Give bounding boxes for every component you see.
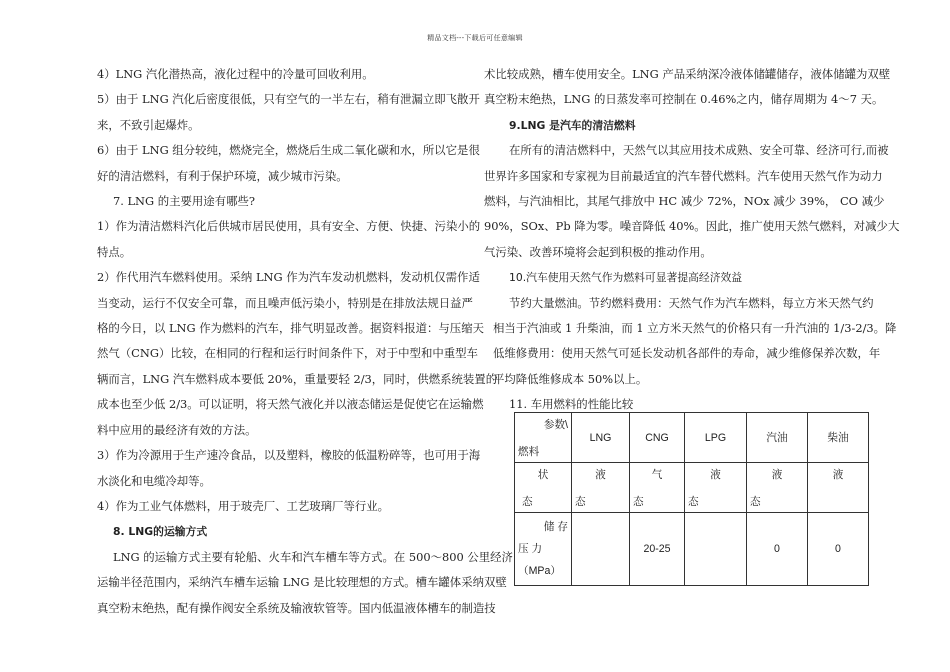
header-gasoline: 汽油 [747, 413, 808, 463]
state-label-top: 状 [537, 468, 549, 481]
state-char: 气 [651, 468, 663, 481]
text-line: 料中应用的最经济有效的方法。 [97, 422, 257, 437]
text-line: 术比较成熟，槽车使用安全。LNG 产品采纳深冷液体储罐储存，液体储罐为双壁 [484, 67, 891, 81]
fuel-comparison-table [514, 412, 869, 586]
text-line: 90%，SOx、Pb 降为零。噪音降低 40%。因此，推广使用天然气燃料，对减少大 [484, 219, 900, 234]
pressure-gasoline: 0 [747, 513, 808, 586]
state-label-bottom: 态 [522, 495, 533, 508]
pressure-diesel: 0 [808, 513, 869, 586]
text-line: 11. 车用燃料的性能比较 [509, 397, 634, 412]
text-line: 3）作为冷源用于生产速冷食品，以及塑料，橡胶的低温粉碎等，也可用于海 [97, 448, 481, 463]
state-char: 态 [633, 495, 644, 508]
text-line: 水淡化和电缆冷却等。 [97, 473, 211, 488]
text-line: 4）LNG 汽化潜热高，液化过程中的冷量可回收利用。 [97, 67, 374, 81]
corner-fuel-label: 燃料 [518, 445, 540, 458]
text-line: 7. LNG 的主要用途有哪些? [113, 194, 255, 209]
text-line: 气污染、改善环境将会起到积极的推动作用。 [484, 244, 712, 259]
text-line: 好的清洁燃料，有利于保护环境，减少城市污染。 [97, 168, 348, 183]
text-line: 真空粉末绝热，配有操作阀安全系统及输液软管等。国内低温液体槽车的制造技 [97, 600, 496, 615]
text-line: 平均降低维修成本 50%以上。 [493, 371, 648, 386]
text-line: 4）作为工业气体燃料，用于玻壳厂、工艺玻璃厂等行业。 [97, 498, 390, 513]
state-char: 态 [750, 495, 761, 508]
pressure-label-cell [515, 513, 572, 586]
text-line: 10.汽车使用天然气作为燃料可显著提高经济效益 [509, 271, 743, 285]
header-lpg: LPG [685, 413, 747, 463]
table-header-row [515, 413, 869, 463]
state-char: 态 [688, 495, 699, 508]
table-row-state [515, 463, 869, 513]
state-cell-lpg [685, 463, 747, 513]
text-line: 运输半径范围内，采纳汽车槽车运输 LNG 是比较理想的方式。槽车罐体采纳双壁 [97, 575, 507, 590]
text-line: 辆而言，LNG 汽车燃料成本要低 20%，重量要轻 2/3，同时，供燃系统装置的 [97, 371, 498, 386]
text-line: 1）作为清洁燃料汽化后供城市居民使用，具有安全、方便、快捷、污染小的 [97, 219, 481, 234]
state-char: 态 [575, 495, 586, 508]
text-line: LNG 的运输方式主要有轮船、火车和汽车槽车等方式。在 500～800 公里经济 [113, 549, 513, 564]
pressure-lng [572, 513, 630, 586]
right-column [484, 62, 900, 418]
header-diesel: 柴油 [808, 413, 869, 463]
state-cell-lng [572, 463, 630, 513]
text-line: 特点。 [97, 244, 132, 259]
text-line: 节约大量燃油。节约燃料费用：天然气作为汽车燃料，每立方米天然气约 [509, 295, 874, 310]
text-line: 低维修费用：使用天然气可延长发动机各部件的寿命，减少维修保养次数，年 [493, 346, 881, 361]
text-line: 5）由于 LNG 汽化后密度很低，只有空气的一半左右，稍有泄漏立即飞散开 [97, 92, 480, 107]
header-lng: LNG [572, 413, 630, 463]
header-cng: CNG [630, 413, 685, 463]
text-line: 成本也至少低 2/3。可以证明，将天然气液化并以液态储运是促使它在运输燃 [97, 397, 484, 412]
text-line: 当变动，运行不仅安全可靠，而且噪声低污染小，特别是在排放法规日益严 [97, 295, 473, 310]
state-char: 液 [771, 468, 783, 481]
state-cell-cng [630, 463, 685, 513]
text-line: 6）由于 LNG 组分较纯，燃烧完全，燃烧后生成二氧化碳和水，所以它是很 [97, 143, 480, 158]
text-line: 世界许多国家和专家视为目前最适宜的汽车替代燃料。汽车使用天然气作为动力 [484, 168, 883, 183]
left-column [88, 62, 513, 621]
text-line: 格的今日，以 LNG 作为燃料的汽车，排气明显改善。据资料报道：与压缩天 [97, 321, 484, 336]
state-char: 液 [710, 468, 721, 481]
text-line: 来，不致引起爆炸。 [97, 117, 200, 132]
state-char: 液 [595, 468, 606, 481]
state-cell-diesel [808, 463, 869, 513]
pressure-cng: 20-25 [630, 513, 685, 586]
pressure-label-a: 储 存 [543, 521, 568, 533]
pressure-lpg [685, 513, 747, 586]
pressure-label-unit: （MPa） [518, 565, 561, 577]
text-line: 相当于汽油或 1 升柴油，而 1 立方米天然气的价格只有一升汽油的 1/3-2/3。降 [493, 321, 897, 336]
text-line: 然气（CNG）比较，在相同的行程和运行时间条件下，对于中型和中重型车 [97, 346, 478, 361]
page-header: 精品文档---下载后可任意编辑 [427, 34, 523, 42]
table-row-pressure [515, 513, 869, 586]
state-char: 液 [832, 468, 844, 481]
pressure-label-b: 压 力 [518, 543, 543, 555]
text-line: 真空粉末绝热，LNG 的日蒸发率可控制在 0.46%之内，储存周期为 4～7 天。 [484, 92, 884, 107]
corner-param-label: 参数\ [543, 418, 568, 431]
text-line: 2）作代用汽车燃料使用。采纳 LNG 作为汽车发动机燃料，发动机仅需作适 [97, 270, 480, 285]
text-line: 在所有的清洁燃料中，天然气以其应用技术成熟、安全可靠、经济可行,而被 [509, 143, 889, 158]
text-line: 燃料，与汽油相比，其尾气排放中 HC 减少 72%，NOx 减少 39%， CO 减少 [484, 194, 885, 209]
table-corner-cell [515, 413, 572, 463]
state-cell-gasoline [747, 463, 808, 513]
text-line: 9.LNG 是汽车的清洁燃料 [509, 118, 636, 132]
text-line: 8. LNG的运输方式 [113, 525, 208, 539]
state-label-cell [515, 463, 572, 513]
